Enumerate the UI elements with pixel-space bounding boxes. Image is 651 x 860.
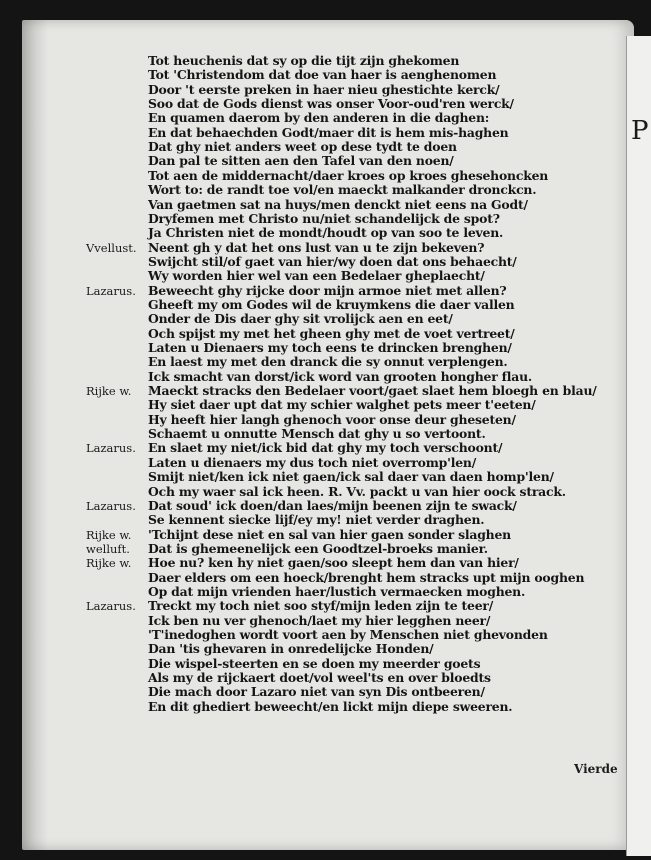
verse-text: Gheeft my om Godes wil de kruymkens die daer vallen [148, 296, 515, 312]
verse-text: Och my waer sal ick heen. R. Vv. packt u van hier oock strack. [148, 483, 566, 499]
verse-text: Ja Christen niet de mondt/houdt op van soo te leven. [148, 225, 504, 241]
verse-text: Tot 'Christendom dat doe van haer is aenghenomen [148, 67, 497, 83]
verse-text: En dat behaechden Godt/maer dit is hem mis-haghen [148, 124, 509, 140]
verse-text: Beweecht ghy rijcke door mijn armoe niet met allen? [148, 282, 507, 298]
next-page-edge [626, 36, 651, 856]
verse-text: Van gaetmen sat na huys/men denckt niet eens na Godt/ [148, 196, 528, 212]
verse-text: Dryfemen met Christo nu/niet schandelijck de spot? [148, 210, 500, 226]
verse-text: Tot heuchenis dat sy op die tijt zijn ghekomen [148, 53, 460, 68]
speaker-label: Lazarus. [86, 283, 136, 298]
verse-text: 'Tchijnt dese niet en sal van hier gaen sonder slaghen [148, 526, 511, 542]
verse-text: Dat is ghemeenelijck een Goodtzel-broeks manier. [148, 540, 488, 556]
verse-text: Hy heeft hier langh ghenoch voor onse deur gheseten/ [148, 411, 516, 427]
speaker-label: Lazarus. [86, 599, 136, 614]
verse-text: Treckt my toch niet soo styf/mijn leden zijn te teer/ [148, 598, 494, 614]
verse-text: Hy siet daer upt dat my schier walghet pets meer t'eeten/ [148, 397, 536, 413]
verse-text-block [22, 20, 634, 850]
verse-text: Dat ghy niet anders weet op dese tydt te doen [148, 139, 457, 155]
speaker-label: Lazarus. [86, 498, 136, 513]
verse-text: Smijt niet/ken ick niet gaen/ick sal daer van daen homp'len/ [148, 469, 554, 485]
verse-text: Dan 'tis ghevaren in onredelijcke Honden/ [148, 641, 434, 657]
verse-text: 'T'inedoghen wordt voort aen by Menschen niet ghevonden [148, 627, 548, 642]
verse-text: Door 't eerste preken in haer nieu ghestichte kerck/ [148, 81, 500, 97]
verse-text: En dit ghediert beweecht/en lickt mijn diepe sweeren. [148, 698, 513, 714]
verse-text: Se kennent siecke lijf/ey my! niet verder draghen. [148, 512, 485, 528]
verse-text: Daer elders om een hoeck/brenght hem stracks upt mijn ooghen [148, 569, 585, 585]
verse-text: Neent gh y dat het ons lust van u te zijn bekeven? [148, 239, 485, 255]
verse-text: Ick ben nu ver ghenoch/laet my hier legghen neer/ [148, 612, 491, 628]
verse-text: Laten u Dienaers my toch eens te drincken brenghen/ [148, 340, 512, 355]
speaker-label: Lazarus. [86, 441, 136, 456]
verse-text: Hoe nu? ken hy niet gaen/soo sleept hem dan van hier/ [148, 555, 519, 571]
verse-text: Dat soud' ick doen/dan laes/mijn beenen zijn te swack/ [148, 497, 517, 513]
verse-text: Swijcht stil/of gaet van hier/wy doen dat ons behaecht/ [148, 253, 517, 269]
verse-text: Och spijst my met het gheen ghy met de voet vertreet/ [148, 325, 515, 341]
verse-text: Tot aen de middernacht/daer kroes op kroes ghesehoncken [148, 167, 549, 183]
verse-text: Als my de rijckaert doet/vol weel'ts en over bloedts [148, 670, 491, 686]
next-page-glyph: P [631, 116, 649, 146]
verse-text: Op dat mijn vrienden haer/lustich vermaecken moghen. [148, 583, 526, 599]
speaker-label: Rijke w. [86, 527, 132, 542]
catchword: Vierde [574, 762, 618, 776]
verse-text: Schaemt u onnutte Mensch dat ghy u so vertoont. [148, 426, 486, 442]
verse-text: Wort to: de randt toe vol/en maeckt malkander dronckcn. [148, 182, 537, 198]
book-page [22, 20, 634, 850]
verse-text: Die mach door Lazaro niet van syn Dis ontbeeren/ [148, 684, 485, 700]
speaker-label: welluft. [86, 541, 130, 556]
verse-text: Wy worden hier wel van een Bedelaer gheplaecht/ [148, 268, 485, 284]
verse-text: Onder de Dis daer ghy sit vrolijck aen en eet/ [148, 311, 453, 327]
verse-line [22, 699, 634, 716]
verse-text: Soo dat de Gods dienst was onser Voor-oud'ren werck/ [148, 96, 514, 112]
verse-text: Ick smacht van dorst/ick word van grooten hongher flau. [148, 368, 533, 384]
verse-text: En slaet my niet/ick bid dat ghy my toch verschoont/ [148, 440, 503, 456]
verse-text: En quamen daerom by den anderen in die daghen: [148, 110, 490, 126]
speaker-label: Rijke w. [86, 556, 132, 571]
verse-text: Laten u dienaers my dus toch niet overromp'len/ [148, 454, 477, 470]
speaker-label: Rijke w. [86, 384, 132, 399]
speaker-label: Vvellust. [86, 240, 137, 255]
verse-text: Maeckt stracks den Bedelaer voort/gaet slaet hem bloegh en blau/ [148, 383, 597, 399]
verse-text: Dan pal te sitten aen den Tafel van den noen/ [148, 153, 454, 169]
verse-text: Die wispel-steerten en se doen my meerder goets [148, 655, 481, 671]
verse-text: En laest my met den dranck die sy onnut verplengen. [148, 354, 508, 370]
